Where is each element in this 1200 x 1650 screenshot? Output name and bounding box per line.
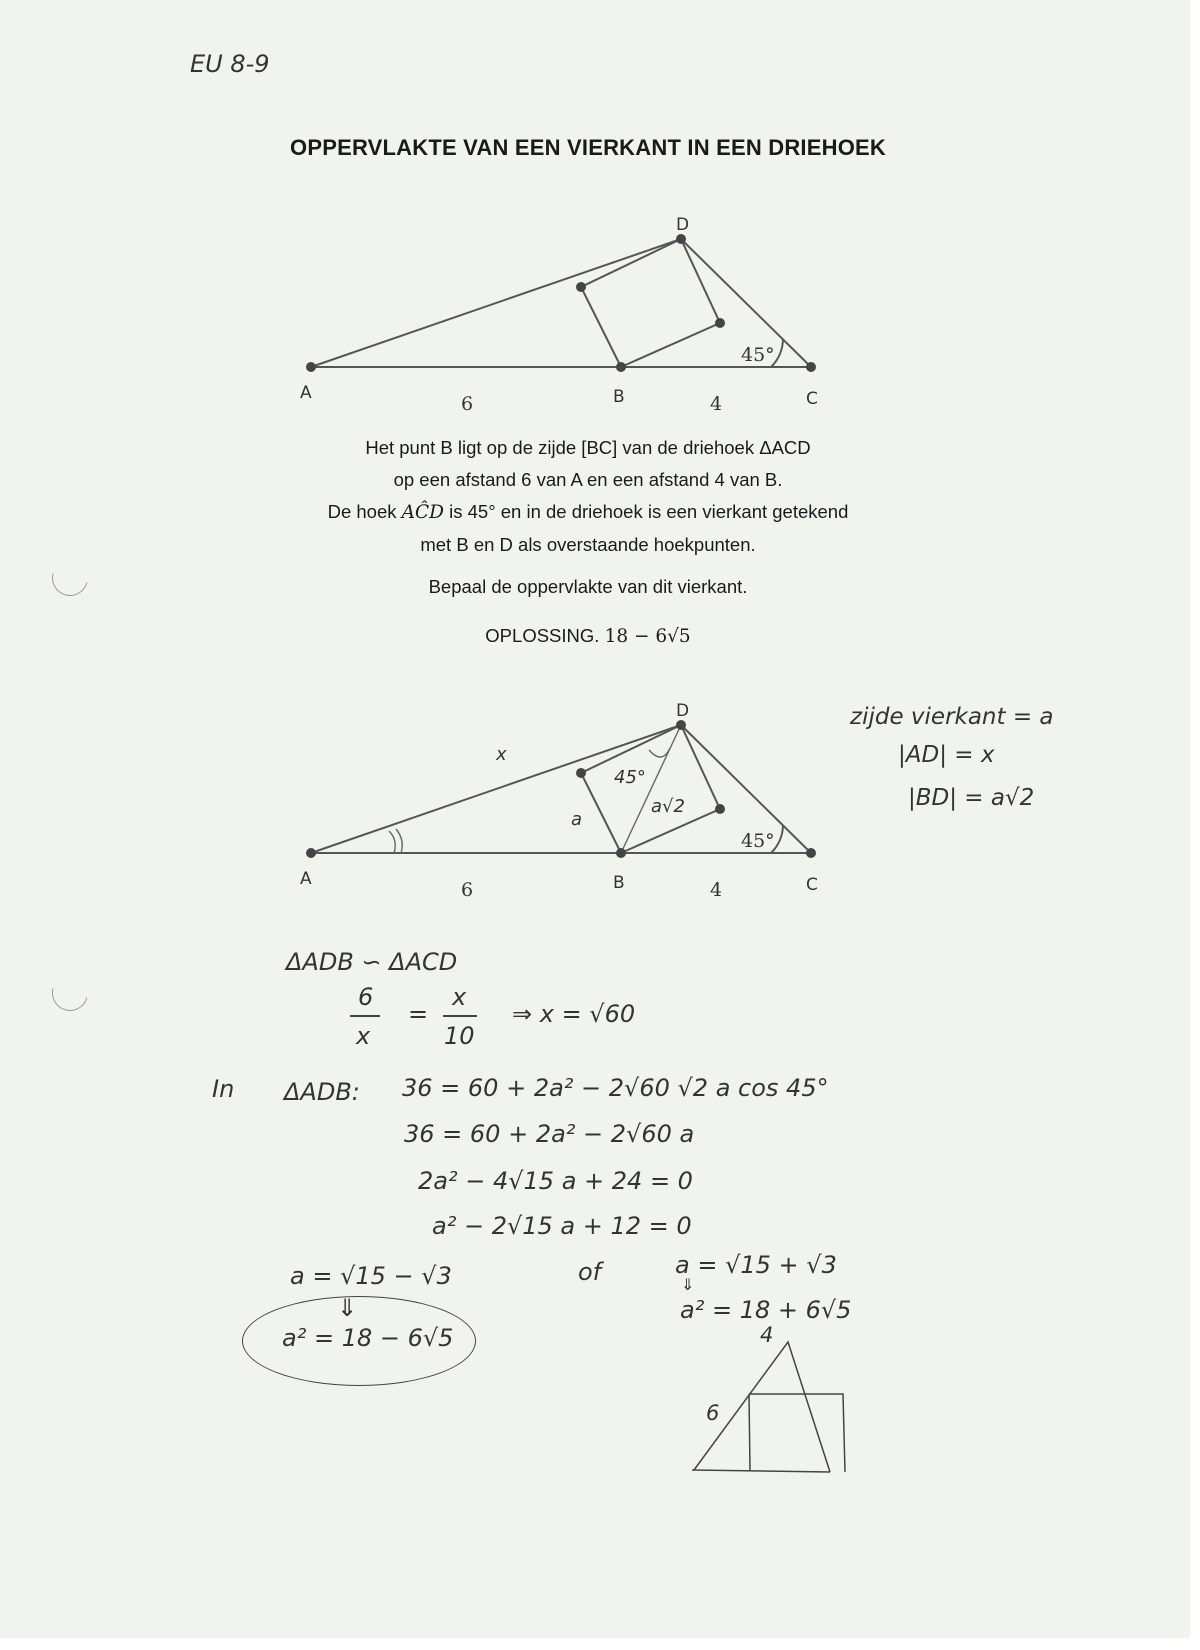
length-AB: 6	[461, 879, 474, 901]
angle-C-label: 45°	[741, 344, 775, 366]
sketch-triangle-base	[692, 1470, 830, 1472]
label-D: D	[676, 701, 690, 721]
ratio-equals: =	[408, 1000, 429, 1028]
ratio-right-den: 10	[444, 1022, 475, 1050]
label-A: A	[300, 383, 312, 403]
statement-line-1: Het punt B ligt op de zijde [BC] van de driehoek ΔACD	[365, 437, 811, 458]
problem-statement	[0, 432, 1176, 561]
ratio-result: ⇒ x = √60	[512, 1000, 636, 1028]
point-A	[306, 362, 316, 372]
statement-line-3-post: is 45° en in de driehoek is een vierkant getekend	[444, 501, 849, 522]
scan-edge-bottom	[0, 1638, 1200, 1650]
square-vertex-right	[715, 804, 725, 814]
equation-2: 36 = 60 + 2a² − 2√60 a	[404, 1120, 695, 1148]
point-D	[676, 234, 686, 244]
statement-line-4: met B en D als overstaande hoekpunten.	[420, 534, 756, 555]
point-C	[806, 362, 816, 372]
sketch-square-top-right	[749, 1394, 845, 1472]
hand-label-a-root2: a√2	[651, 796, 685, 817]
question-text: Bepaal de oppervlakte van dit vierkant.	[428, 576, 748, 597]
similarity-statement: ΔADB ∽ ΔACD	[286, 948, 458, 976]
ratio-right-bar	[443, 1015, 477, 1017]
document-code: EU 8-9	[190, 50, 270, 78]
label-B: B	[613, 873, 625, 893]
equation-1: 36 = 60 + 2a² − 2√60 √2 a cos 45°	[402, 1074, 829, 1102]
or-word: of	[578, 1258, 602, 1286]
statement-line-3	[0, 496, 1176, 529]
angle-C-label: 45°	[741, 830, 775, 852]
ratio-left-den: x	[356, 1022, 371, 1050]
hand-label-x: x	[496, 744, 507, 765]
note-side-a: zijde vierkant = a	[850, 704, 1054, 730]
label-C: C	[806, 389, 818, 409]
square-vertex-left	[576, 768, 586, 778]
length-BC: 4	[710, 879, 723, 901]
point-B	[616, 848, 626, 858]
solution-1-arrow: ⇓	[337, 1294, 358, 1322]
hand-angle-mark-A1	[389, 831, 395, 853]
sketch-label-4: 4	[760, 1323, 774, 1347]
angle-ACD-symbol: AĈD	[401, 502, 444, 523]
point-B	[616, 362, 626, 372]
length-BC: 4	[710, 393, 723, 415]
label-in: In	[212, 1075, 235, 1103]
hand-sketch-svg	[690, 1320, 870, 1480]
solution-2-squared: a² = 18 + 6√5	[680, 1296, 852, 1324]
note-AD: |AD| = x	[898, 742, 995, 768]
ratio-left-num: 6	[358, 983, 374, 1011]
point-D	[676, 720, 686, 730]
solution-2-arrow: ⇓	[681, 1275, 695, 1294]
label-triangle-ADB: ΔADB:	[284, 1078, 360, 1106]
sketch-square-left	[749, 1394, 750, 1471]
solution-line	[0, 625, 1176, 647]
solution-label: OPLOSSING.	[485, 625, 600, 646]
side-AD	[311, 239, 681, 367]
statement-line-2: op een afstand 6 van A en een afstand 4 van B.	[393, 469, 783, 490]
equation-4: a² − 2√15 a + 12 = 0	[432, 1212, 692, 1240]
sketch-label-6: 6	[706, 1401, 720, 1425]
hand-label-45: 45°	[614, 767, 646, 788]
solution-1-squared: a² = 18 − 6√5	[282, 1324, 454, 1352]
point-A	[306, 848, 316, 858]
diagonal-BD	[621, 725, 681, 853]
solution-value: 18 − 6√5	[604, 626, 691, 647]
label-C: C	[806, 875, 818, 895]
solution-2: a = √15 + √3	[675, 1251, 837, 1279]
length-AB: 6	[461, 393, 474, 415]
statement-line-3-pre: De hoek	[327, 501, 402, 522]
label-B: B	[613, 387, 625, 407]
hand-angle-mark-A2	[396, 829, 402, 853]
note-BD: |BD| = a√2	[908, 785, 1035, 811]
square-vertex-left	[576, 282, 586, 292]
label-D: D	[676, 215, 690, 235]
point-C	[806, 848, 816, 858]
page-title: OPPERVLAKTE VAN EEN VIERKANT IN EEN DRIEHOEK	[290, 135, 886, 160]
label-A: A	[300, 869, 312, 889]
equation-3: 2a² − 4√15 a + 24 = 0	[418, 1167, 693, 1195]
hand-label-a: a	[571, 809, 583, 830]
square-vertex-right	[715, 318, 725, 328]
figure-1-svg	[0, 210, 1200, 430]
hand-sketch	[690, 1320, 870, 1480]
ratio-left-bar	[350, 1015, 380, 1017]
solution-1: a = √15 − √3	[290, 1262, 452, 1290]
figure-triangle-square	[0, 210, 1200, 430]
ratio-right-num: x	[452, 983, 467, 1011]
